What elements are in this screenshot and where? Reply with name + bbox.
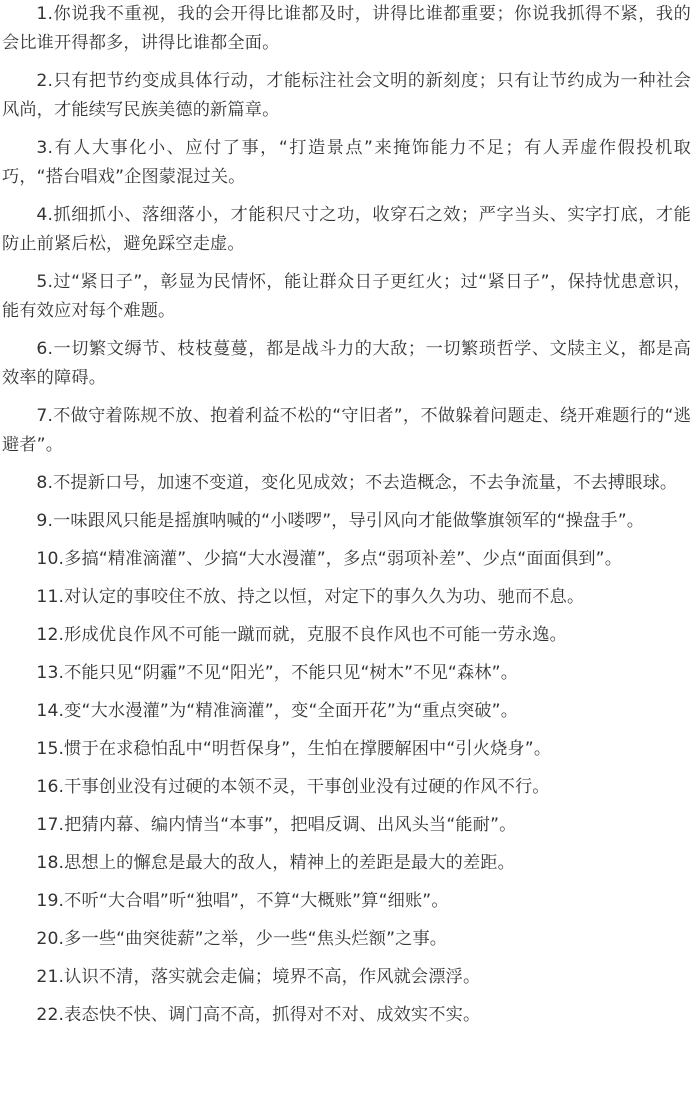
paragraph-10: 10.多搞“精准滴灌”、少搞“大水漫灌”，多点“弱项补差”、少点“面面俱到”。 [36, 549, 623, 569]
paragraph-6: 6.一切繁文缛节、枝枝蔓蔓，都是战斗力的大敌；一切繁琐哲学、文牍主义，都是高效率的障碍。 [2, 339, 691, 388]
paragraph-20: 20.多一些“曲突徙薪”之举，少一些“焦头烂额”之事。 [36, 929, 448, 949]
paragraph-2: 2.只有把节约变成具体行动，才能标注社会文明的新刻度；只有让节约成为一种社会风尚，才能续写民族美德的新篇章。 [2, 71, 691, 120]
paragraph-18: 18.思想上的懈怠是最大的敌人，精神上的差距是最大的差距。 [36, 853, 515, 873]
paragraph-12: 12.形成优良作风不可能一蹴而就，克服不良作风也不可能一劳永逸。 [36, 625, 567, 645]
paragraph-4: 4.抓细抓小、落细落小，才能积尺寸之功，收穿石之效；严字当头、实字打底，才能防止前紧后松，避免踩空走虚。 [2, 205, 691, 254]
paragraph-1: 1.你说我不重视，我的会开得比谁都及时，讲得比谁都重要；你说我抓得不紧，我的会比谁开得都多，讲得比谁都全面。 [2, 4, 691, 53]
paragraph-16: 16.干事创业没有过硬的本领不灵，干事创业没有过硬的作风不行。 [36, 777, 550, 797]
paragraph-15: 15.惯于在求稳怕乱中“明哲保身”，生怕在撑腰解困中“引火烧身”。 [36, 739, 552, 759]
paragraph-7: 7.不做守着陈规不放、抱着利益不松的“守旧者”，不做躲着问题走、绕开难题行的“逃避者”。 [2, 406, 691, 455]
paragraph-19: 19.不听“大合唱”听“独唱”，不算“大概账”算“细账”。 [36, 891, 449, 911]
paragraph-14: 14.变“大水漫灌”为“精准滴灌”，变“全面开花”为“重点突破”。 [36, 701, 519, 721]
paragraph-21: 21.认识不清，落实就会走偏；境界不高，作风就会漂浮。 [36, 967, 481, 987]
paragraph-11: 11.对认定的事咬住不放、持之以恒，对定下的事久久为功、驰而不息。 [36, 587, 585, 607]
paragraph-5: 5.过“紧日子”，彰显为民情怀，能让群众日子更红火；过“紧日子”，保持忧患意识，能有效应对每个难题。 [2, 272, 691, 321]
paragraph-3: 3.有人大事化小、应付了事，“打造景点”来掩饰能力不足；有人弄虚作假投机取巧，“搭台唱戏”企图蒙混过关。 [2, 138, 691, 187]
paragraph-22: 22.表态快不快、调门高不高，抓得对不对、成效实不实。 [36, 1005, 481, 1025]
paragraph-13: 13.不能只见“阴霾”不见“阳光”，不能只见“树木”不见“森林”。 [36, 663, 519, 683]
paragraph-17: 17.把猜内幕、编内情当“本事”，把唱反调、出风头当“能耐”。 [36, 815, 517, 835]
paragraph-9: 9.一味跟风只能是摇旗呐喊的“小喽啰”，导引风向才能做擎旗领军的“操盘手”。 [36, 511, 645, 531]
paragraph-8: 8.不提新口号，加速不变道，变化见成效；不去造概念，不去争流量，不去搏眼球。 [36, 473, 678, 493]
